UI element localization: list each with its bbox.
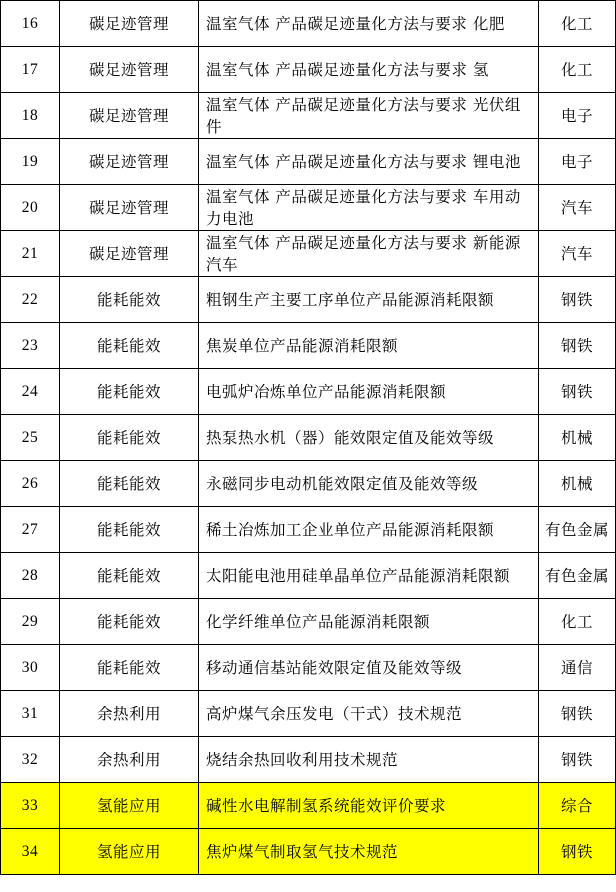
standard-name-cell: 温室气体 产品碳足迹量化方法与要求 化肥: [199, 1, 539, 47]
industry-cell: 钢铁: [539, 737, 616, 783]
industry-cell: 机械: [539, 461, 616, 507]
row-number-cell: 16: [1, 1, 60, 47]
category-cell: 能耗能效: [60, 277, 199, 323]
table-row: [1, 599, 616, 645]
industry-cell: 钢铁: [539, 691, 616, 737]
table-row: [1, 47, 616, 93]
industry-cell: 通信: [539, 645, 616, 691]
standard-name-cell: 永磁同步电动机能效限定值及能效等级: [199, 461, 539, 507]
industry-cell: 有色金属: [539, 553, 616, 599]
standard-name-cell: 移动通信基站能效限定值及能效等级: [199, 645, 539, 691]
row-number-cell: 19: [1, 139, 60, 185]
standard-name-cell: 温室气体 产品碳足迹量化方法与要求 车用动力电池: [199, 185, 539, 231]
industry-cell: 化工: [539, 599, 616, 645]
standard-name-cell: 热泵热水机（器）能效限定值及能效等级: [199, 415, 539, 461]
industry-cell: 汽车: [539, 185, 616, 231]
industry-cell: 钢铁: [539, 277, 616, 323]
category-cell: 能耗能效: [60, 507, 199, 553]
industry-cell: 钢铁: [539, 369, 616, 415]
table-row: [1, 553, 616, 599]
row-number-cell: 17: [1, 47, 60, 93]
standard-name-cell: 高炉煤气余压发电（干式）技术规范: [199, 691, 539, 737]
industry-cell: 综合: [539, 783, 616, 829]
table-row: [1, 231, 616, 277]
standard-name-cell: 焦炉煤气制取氢气技术规范: [199, 829, 539, 875]
table-row-highlighted: [1, 783, 616, 829]
category-cell: 能耗能效: [60, 645, 199, 691]
row-number-cell: 23: [1, 323, 60, 369]
table-row: [1, 1, 616, 47]
industry-cell: 电子: [539, 93, 616, 139]
standard-name-cell: 电弧炉冶炼单位产品能源消耗限额: [199, 369, 539, 415]
table-row: [1, 323, 616, 369]
table-row: [1, 415, 616, 461]
standard-name-cell: 温室气体 产品碳足迹量化方法与要求 光伏组件: [199, 93, 539, 139]
table-row: [1, 645, 616, 691]
table-row: [1, 369, 616, 415]
table-row-highlighted: [1, 829, 616, 875]
category-cell: 能耗能效: [60, 599, 199, 645]
table-row: [1, 507, 616, 553]
category-cell: 碳足迹管理: [60, 47, 199, 93]
industry-cell: 汽车: [539, 231, 616, 277]
row-number-cell: 31: [1, 691, 60, 737]
standard-name-cell: 碱性水电解制氢系统能效评价要求: [199, 783, 539, 829]
table-row: [1, 277, 616, 323]
row-number-cell: 22: [1, 277, 60, 323]
standard-name-cell: 粗钢生产主要工序单位产品能源消耗限额: [199, 277, 539, 323]
standard-name-cell: 稀土冶炼加工企业单位产品能源消耗限额: [199, 507, 539, 553]
row-number-cell: 28: [1, 553, 60, 599]
category-cell: 能耗能效: [60, 323, 199, 369]
row-number-cell: 24: [1, 369, 60, 415]
category-cell: 碳足迹管理: [60, 139, 199, 185]
table-row: [1, 461, 616, 507]
standard-name-cell: 太阳能电池用硅单晶单位产品能源消耗限额: [199, 553, 539, 599]
category-cell: 碳足迹管理: [60, 185, 199, 231]
table-row: [1, 93, 616, 139]
row-number-cell: 30: [1, 645, 60, 691]
category-cell: 能耗能效: [60, 369, 199, 415]
row-number-cell: 33: [1, 783, 60, 829]
table-row: [1, 691, 616, 737]
standard-name-cell: 温室气体 产品碳足迹量化方法与要求 锂电池: [199, 139, 539, 185]
row-number-cell: 32: [1, 737, 60, 783]
standard-name-cell: 温室气体 产品碳足迹量化方法与要求 氢: [199, 47, 539, 93]
category-cell: 氢能应用: [60, 829, 199, 875]
category-cell: 余热利用: [60, 737, 199, 783]
category-cell: 能耗能效: [60, 415, 199, 461]
industry-cell: 机械: [539, 415, 616, 461]
row-number-cell: 18: [1, 93, 60, 139]
category-cell: 碳足迹管理: [60, 231, 199, 277]
category-cell: 余热利用: [60, 691, 199, 737]
industry-cell: 有色金属: [539, 507, 616, 553]
category-cell: 能耗能效: [60, 461, 199, 507]
industry-cell: 电子: [539, 139, 616, 185]
row-number-cell: 26: [1, 461, 60, 507]
category-cell: 氢能应用: [60, 783, 199, 829]
category-cell: 碳足迹管理: [60, 93, 199, 139]
standard-name-cell: 烧结余热回收利用技术规范: [199, 737, 539, 783]
row-number-cell: 29: [1, 599, 60, 645]
industry-cell: 钢铁: [539, 323, 616, 369]
standard-name-cell: 焦炭单位产品能源消耗限额: [199, 323, 539, 369]
industry-cell: 钢铁: [539, 829, 616, 875]
category-cell: 碳足迹管理: [60, 1, 199, 47]
row-number-cell: 21: [1, 231, 60, 277]
row-number-cell: 27: [1, 507, 60, 553]
table-row: [1, 185, 616, 231]
standard-name-cell: 温室气体 产品碳足迹量化方法与要求 新能源汽车: [199, 231, 539, 277]
row-number-cell: 25: [1, 415, 60, 461]
standard-name-cell: 化学纤维单位产品能源消耗限额: [199, 599, 539, 645]
table-row: [1, 737, 616, 783]
row-number-cell: 20: [1, 185, 60, 231]
row-number-cell: 34: [1, 829, 60, 875]
industry-cell: 化工: [539, 47, 616, 93]
category-cell: 能耗能效: [60, 553, 199, 599]
industry-cell: 化工: [539, 1, 616, 47]
table-body: [1, 1, 616, 875]
table-row: [1, 139, 616, 185]
